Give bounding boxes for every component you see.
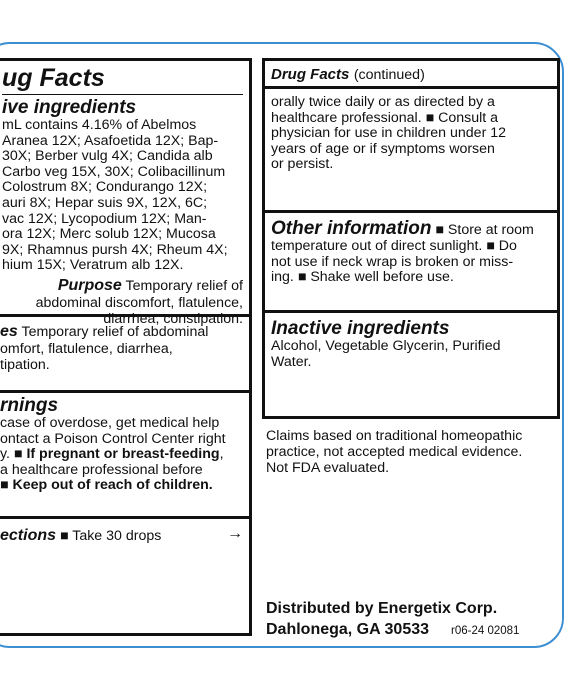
purpose-line: Temporary relief of [125, 277, 243, 294]
active-ingredients-section [0, 61, 249, 327]
warnings-line: case of overdose, get medical help [0, 415, 220, 431]
directions-continued-section [265, 89, 557, 213]
other-information-section [265, 213, 557, 313]
directions-cont-line: physician for use in children under 12 [271, 125, 507, 142]
claims-line: practice, not accepted medical evidence. [266, 444, 523, 460]
continued-suffix: (continued) [353, 67, 425, 83]
other-information-heading: Other information [271, 218, 432, 239]
claims-line: Not FDA evaluated. [266, 460, 390, 476]
active-line: auri 8X; Hepar suis 9X, 12X, 6C; [2, 194, 208, 211]
directions-cont-line: orally twice daily or as directed by a [271, 94, 495, 110]
uses-section [0, 317, 249, 393]
uses-line: Temporary relief of abdominal [21, 324, 209, 340]
arrow-right-icon: → [227, 525, 243, 542]
pregnant-warning: If pregnant or breast-feeding [26, 446, 220, 463]
directions-section [0, 519, 249, 559]
purpose-heading: Purpose [57, 276, 122, 294]
inactive-ingredients-heading: Inactive ingredients [271, 318, 450, 339]
directions-heading: ections [0, 527, 57, 544]
keep-out-of-reach-warning: ■ Keep out of reach of children. [0, 477, 213, 494]
uses-line: tipation. [0, 356, 50, 373]
title-rule [2, 94, 243, 95]
continued-header [265, 61, 557, 89]
active-line: Carbo veg 15X, 30X; Colibacillinum [2, 163, 226, 180]
distributor-block [266, 598, 560, 642]
inactive-line: Water. [271, 353, 312, 370]
continued-heading: Drug Facts [271, 66, 350, 83]
warnings-line: ontact a Poison Control Center right [0, 430, 226, 447]
active-line: Colostrum 8X; Condurango 12X; [2, 179, 208, 196]
inactive-line: Alcohol, Vegetable Glycerin, Purified [271, 338, 501, 354]
active-line: hium 15X; Veratrum alb 12X. [2, 257, 184, 274]
distributor-name: Distributed by Energetix Corp. [266, 600, 498, 617]
claims-note [266, 428, 560, 476]
active-ingredients-heading: ive ingredients [2, 97, 137, 118]
uses-line: omfort, flatulence, diarrhea, [0, 341, 173, 357]
active-line: 9X; Rhamnus pursh 4X; Rheum 4X; [2, 241, 228, 258]
label-code: r06-24 02081 [451, 625, 520, 637]
uses-heading: es [0, 323, 18, 340]
purpose-line: diarrhea, constipation. [103, 310, 243, 327]
warnings-line: y. ■ [0, 446, 23, 463]
active-line: Aranea 12X; Asafoetida 12X; Bap- [2, 132, 219, 149]
warnings-line: , [219, 446, 224, 463]
inactive-ingredients-section [265, 313, 557, 416]
drug-facts-panel-right [262, 58, 560, 419]
claims-line: Claims based on traditional homeopathic [266, 428, 523, 444]
drug-facts-panel-left [0, 58, 252, 636]
directions-cont-line: healthcare professional. ■ Consult a [271, 109, 499, 126]
active-ingredients-text [2, 118, 243, 274]
warnings-section [0, 393, 249, 519]
other-line: ing. ■ Shake well before use. [271, 269, 454, 286]
directions-cont-line: or persist. [271, 156, 334, 173]
active-line: 30X; Berber vulg 4X; Candida alb [2, 148, 213, 165]
directions-cont-line: years of age or if symptoms worsen [271, 140, 495, 157]
purpose-line: abdominal discomfort, flatulence, [35, 294, 243, 311]
active-line: ora 12X; Merc solub 12X; Mucosa [2, 226, 216, 243]
warnings-heading: rnings [0, 395, 59, 416]
drug-facts-title: ug Facts [2, 64, 105, 92]
active-line: vac 12X; Lycopodium 12X; Man- [2, 210, 207, 227]
distributor-address: Dahlonega, GA 30533 [266, 621, 430, 638]
warnings-line: a healthcare professional before [0, 461, 203, 478]
warnings-text [0, 416, 243, 494]
other-line: not use if neck wrap is broken or miss- [271, 253, 514, 270]
other-line: temperature out of direct sunlight. ■ Do [271, 238, 517, 254]
other-line: ■ Store at room [435, 222, 534, 238]
directions-text: ■ Take 30 drops [59, 528, 162, 544]
active-line: mL contains 4.16% of Abelmos [2, 117, 197, 133]
